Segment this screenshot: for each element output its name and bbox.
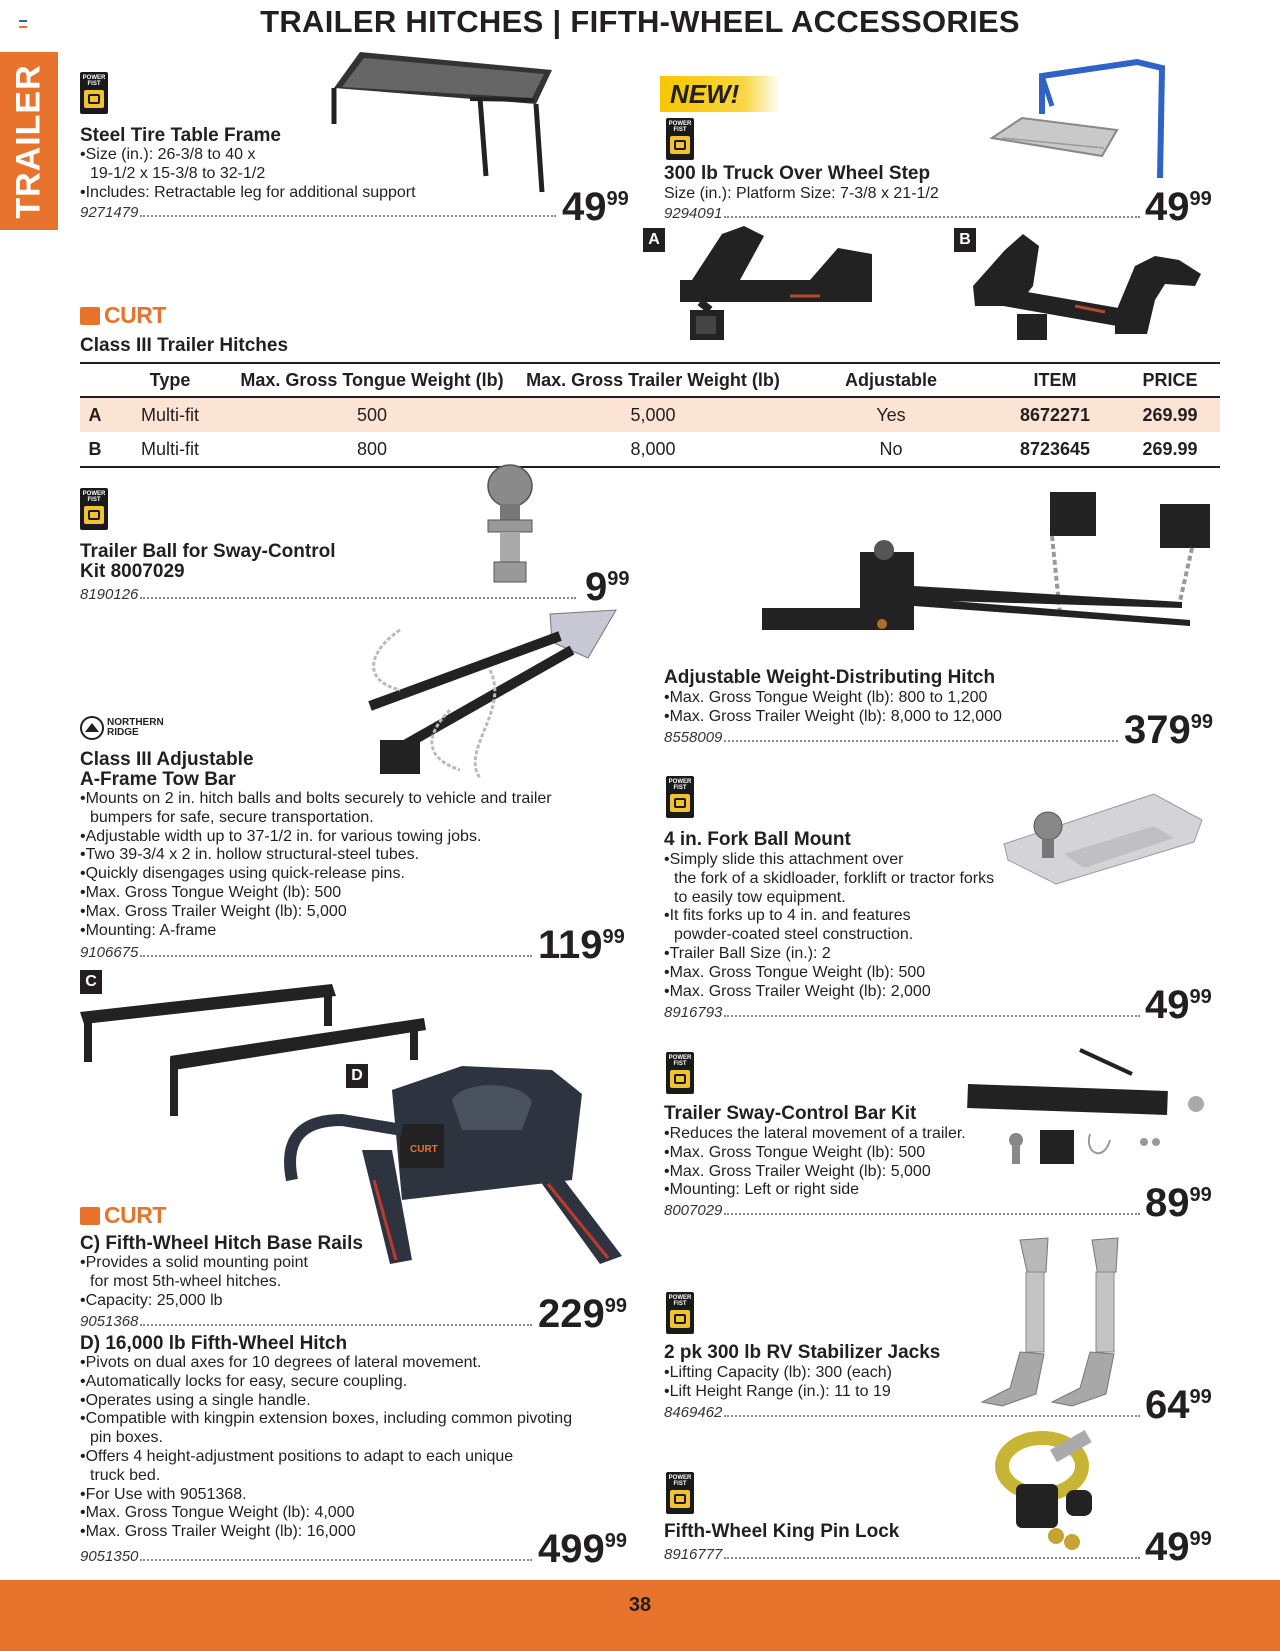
tow-bar-spec: •Mounting: A-frame bbox=[80, 921, 217, 939]
fifth-wheel-title: D) 16,000 lb Fifth-Wheel Hitch bbox=[80, 1333, 348, 1354]
curt-mark-icon bbox=[80, 307, 100, 325]
sway-kit-title: Trailer Sway-Control Bar Kit bbox=[664, 1103, 917, 1124]
fifth-wheel-spec: •Compatible with kingpin extension boxes, including common pivoting bbox=[80, 1410, 573, 1428]
fork-mount-spec: •Max. Gross Tongue Weight (lb): 500 bbox=[664, 963, 926, 981]
table-header: Adjustable bbox=[792, 363, 990, 397]
image-label-c: C bbox=[80, 970, 102, 994]
fork-mount-sku: 8916793 bbox=[664, 1004, 723, 1021]
fifth-wheel-spec: truck bed. bbox=[90, 1466, 161, 1484]
new-badge: NEW! bbox=[660, 76, 780, 112]
trailer-ball-sku: 8190126 bbox=[80, 586, 139, 603]
curt-logo: CURT bbox=[80, 302, 166, 329]
table-cell: 8672271 bbox=[990, 397, 1120, 432]
table-row bbox=[80, 432, 1220, 467]
stabilizer-jacks-spec: •Lifting Capacity (lb): 300 (each) bbox=[664, 1364, 892, 1381]
stabilizer-jacks-spec: •Lift Height Range (in.): 11 to 19 bbox=[664, 1382, 891, 1400]
fork-mount-spec: •Trailer Ball Size (in.): 2 bbox=[664, 944, 831, 962]
tow-bar-sku: 9106675 bbox=[80, 944, 139, 961]
hitch-table bbox=[80, 362, 1220, 468]
wheel-step-spec: Size (in.): Platform Size: 7-3/8 x 21-1/2 bbox=[664, 185, 939, 202]
trailer-ball-title: Kit 8007029 bbox=[80, 561, 185, 582]
hitch-table-title: Class III Trailer Hitches bbox=[80, 335, 289, 356]
sway-kit-spec: •Reduces the lateral movement of a trailer. bbox=[664, 1125, 966, 1142]
table-cell: Yes bbox=[792, 397, 990, 432]
king-pin-lock-price: $49^{99}$ bbox=[1145, 1525, 1212, 1569]
table-header: Max. Gross Tongue Weight (lb) bbox=[230, 363, 514, 397]
stabilizer-jacks-sku: 8469462 bbox=[664, 1404, 723, 1421]
svg-text:CURT: CURT bbox=[410, 1144, 438, 1155]
trailer-ball-price: $9^{99}$ bbox=[585, 565, 630, 609]
table-header: Type bbox=[110, 363, 230, 397]
image-label-a: A bbox=[643, 228, 665, 252]
tire-table-sku: 9271479 bbox=[80, 204, 139, 221]
page-number: 38 bbox=[628, 1594, 652, 1616]
fifth-wheel-spec: •Automatically locks for easy, secure coupling. bbox=[80, 1372, 408, 1390]
fifth-wheel-spec: •Operates using a single handle. bbox=[80, 1391, 311, 1409]
hitch-b-image bbox=[965, 226, 1215, 356]
fork-mount-spec: •It fits forks up to 4 in. and features bbox=[664, 907, 911, 925]
sway-kit-spec: •Mounting: Left or right side bbox=[664, 1181, 860, 1199]
base-rails-price: $229^{99}$ bbox=[538, 1292, 627, 1336]
sway-kit-spec: •Max. Gross Tongue Weight (lb): 500 bbox=[664, 1143, 926, 1161]
table-cell: Multi-fit bbox=[110, 432, 230, 467]
fork-mount-image bbox=[1004, 784, 1206, 884]
tow-bar-price: $119^{99}$ bbox=[538, 923, 625, 967]
fork-mount-spec: the fork of a skidloader, forklift or tractor forks bbox=[674, 869, 995, 887]
sway-kit-spec: •Max. Gross Trailer Weight (lb): 5,000 bbox=[664, 1162, 931, 1180]
wd-hitch-spec: •Max. Gross Trailer Weight (lb): 8,000 to 12,000 bbox=[664, 707, 1002, 725]
tow-bar-spec: •Adjustable width up to 37-1/2 in. for various towing jobs. bbox=[80, 827, 482, 845]
base-rails-sku: 9051368 bbox=[80, 1313, 139, 1330]
fork-mount-spec: •Simply slide this attachment over bbox=[664, 851, 904, 868]
table-header bbox=[80, 363, 110, 397]
wheel-step-title: 300 lb Truck Over Wheel Step bbox=[664, 163, 931, 184]
wd-hitch-price: $379^{99}$ bbox=[1124, 708, 1213, 752]
power-fist-logo: POWER FIST bbox=[80, 72, 108, 114]
fifth-wheel-spec: •For Use with 9051368. bbox=[80, 1485, 247, 1503]
fifth-wheel-price: $499^{99}$ bbox=[538, 1527, 627, 1571]
tow-bar-image bbox=[340, 610, 624, 780]
tow-bar-spec: •Quickly disengages using quick-release pins. bbox=[80, 865, 405, 883]
stabilizer-jacks-price: $64^{99}$ bbox=[1145, 1383, 1212, 1427]
fifth-wheel-sku: 9051350 bbox=[80, 1548, 139, 1565]
wd-hitch-title: Adjustable Weight-Distributing Hitch bbox=[664, 667, 996, 688]
fork-mount-title: 4 in. Fork Ball Mount bbox=[664, 829, 851, 850]
wd-hitch-spec: •Max. Gross Tongue Weight (lb): 800 to 1,200 bbox=[664, 689, 988, 706]
king-pin-lock-image bbox=[996, 1424, 1136, 1554]
tire-table-title: Steel Tire Table Frame bbox=[80, 125, 281, 146]
table-cell: 5,000 bbox=[514, 397, 792, 432]
mountain-icon bbox=[80, 716, 104, 740]
power-fist-logo: POWER FIST bbox=[666, 1292, 694, 1334]
table-cell: 800 bbox=[230, 432, 514, 467]
tow-bar-title: A-Frame Tow Bar bbox=[80, 769, 236, 790]
fork-mount-spec: to easily tow equipment. bbox=[674, 888, 846, 906]
table-cell: 8,000 bbox=[514, 432, 792, 467]
tire-table-price: $49^{99}$ bbox=[562, 185, 629, 229]
base-rails-title: C) Fifth-Wheel Hitch Base Rails bbox=[80, 1233, 363, 1254]
page-title: TRAILER HITCHES | FIFTH-WHEEL ACCESSORIES bbox=[260, 4, 1020, 39]
table-cell: 500 bbox=[230, 397, 514, 432]
table-header: ITEM bbox=[990, 363, 1120, 397]
table-cell: 8723645 bbox=[990, 432, 1120, 467]
side-tab-label: TRAILER bbox=[9, 63, 48, 219]
curt-mark-icon bbox=[80, 1207, 100, 1225]
northern-ridge-logo: NORTHERN RIDGE bbox=[80, 716, 177, 740]
fork-mount-spec: •Max. Gross Trailer Weight (lb): 2,000 bbox=[664, 982, 931, 1000]
king-pin-lock-sku: 8916777 bbox=[664, 1546, 723, 1563]
stabilizer-jacks-image bbox=[980, 1236, 1130, 1408]
fork-mount-spec: powder-coated steel construction. bbox=[674, 926, 914, 944]
tire-table-spec: •Includes: Retractable leg for additional support bbox=[80, 183, 416, 201]
table-cell: Multi-fit bbox=[110, 397, 230, 432]
base-rails-spec: for most 5th-wheel hitches. bbox=[90, 1272, 282, 1290]
power-fist-logo: POWER FIST bbox=[666, 1052, 694, 1094]
tow-bar-spec: •Max. Gross Trailer Weight (lb): 5,000 bbox=[80, 902, 347, 920]
fifth-wheel-spec: •Pivots on dual axes for 10 degrees of lateral movement. bbox=[80, 1354, 482, 1371]
table-cell: 269.99 bbox=[1120, 432, 1220, 467]
side-tab bbox=[0, 52, 58, 230]
fifth-wheel-spec: pin boxes. bbox=[90, 1429, 163, 1447]
wheel-step-image bbox=[992, 58, 1172, 178]
wd-hitch-image bbox=[760, 474, 1220, 650]
fifth-wheel-spec: •Max. Gross Trailer Weight (lb): 16,000 bbox=[80, 1523, 356, 1541]
sway-kit-price: $89^{99}$ bbox=[1145, 1181, 1212, 1225]
power-fist-logo: POWER FIST bbox=[80, 488, 108, 530]
curt-logo: CURT bbox=[80, 1202, 166, 1229]
tow-bar-spec: •Two 39-3/4 x 2 in. hollow structural-steel tubes. bbox=[80, 846, 420, 864]
tow-bar-spec: bumpers for safe, secure transportation. bbox=[90, 808, 374, 826]
table-cell: B bbox=[80, 432, 110, 467]
table-cell: No bbox=[792, 432, 990, 467]
base-rails-spec: •Capacity: 25,000 lb bbox=[80, 1291, 223, 1309]
fork-mount-price: $49^{99}$ bbox=[1145, 983, 1212, 1027]
table-header: PRICE bbox=[1120, 363, 1220, 397]
trailer-ball-title: Trailer Ball for Sway-Control bbox=[80, 541, 336, 562]
table-cell: A bbox=[80, 397, 110, 432]
wheel-step-price: $49^{99}$ bbox=[1145, 185, 1212, 229]
trailer-ball-image bbox=[482, 464, 538, 589]
power-fist-logo: POWER FIST bbox=[666, 776, 694, 818]
image-label-d: D bbox=[346, 1064, 368, 1088]
tire-table-spec: •Size (in.): 26-3/8 to 40 x bbox=[80, 146, 256, 163]
wheel-step-sku: 9294091 bbox=[664, 205, 723, 222]
power-fist-logo: POWER FIST bbox=[666, 1472, 694, 1514]
table-row bbox=[80, 397, 1220, 432]
hitch-a-image bbox=[670, 226, 890, 348]
tow-bar-title: Class III Adjustable bbox=[80, 749, 254, 770]
king-pin-lock-title: Fifth-Wheel King Pin Lock bbox=[664, 1521, 900, 1542]
table-cell: 269.99 bbox=[1120, 397, 1220, 432]
sway-kit-sku: 8007029 bbox=[664, 1202, 723, 1219]
wd-hitch-sku: 8558009 bbox=[664, 729, 723, 746]
image-label-b: B bbox=[954, 228, 976, 252]
tow-bar-spec: •Mounts on 2 in. hitch balls and bolts securely to vehicle and trailer bbox=[80, 790, 552, 807]
stabilizer-jacks-title: 2 pk 300 lb RV Stabilizer Jacks bbox=[664, 1342, 941, 1363]
fifth-wheel-spec: •Max. Gross Tongue Weight (lb): 4,000 bbox=[80, 1504, 355, 1522]
base-rails-spec: •Provides a solid mounting point bbox=[80, 1254, 308, 1271]
power-fist-logo: POWER FIST bbox=[666, 118, 694, 160]
sway-kit-image bbox=[964, 1044, 1206, 1170]
tire-table-spec: 19-1/2 x 15-3/8 to 32-1/2 bbox=[90, 164, 266, 182]
table-header: Max. Gross Trailer Weight (lb) bbox=[514, 363, 792, 397]
tow-bar-spec: •Max. Gross Tongue Weight (lb): 500 bbox=[80, 883, 342, 901]
fifth-wheel-spec: •Offers 4 height-adjustment positions to adapt to each unique bbox=[80, 1447, 514, 1465]
